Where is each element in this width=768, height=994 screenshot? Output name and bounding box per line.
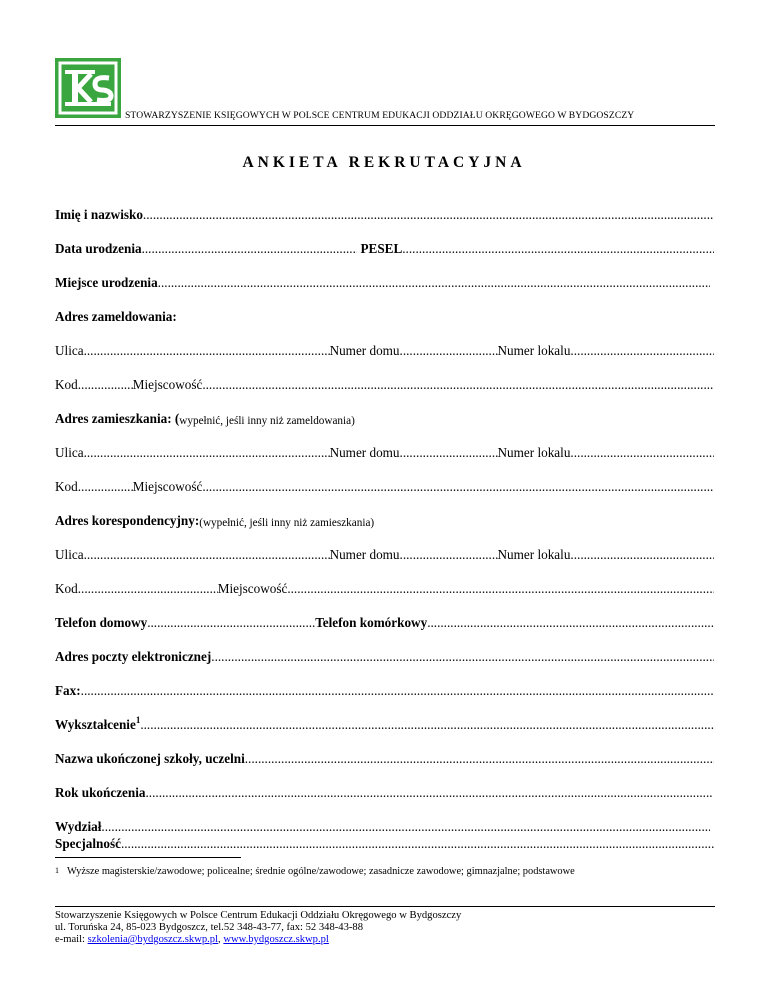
footnote-divider [55,857,241,858]
header-divider [55,125,715,126]
mobile-phone-field[interactable] [427,615,714,631]
house-label: Numer domu [329,547,400,562]
postcode-label: Kod [55,377,78,392]
correspondence-note: (wypełnić, jeśli inny niż zamieszkania) [199,517,375,529]
postcode-field[interactable] [78,581,218,597]
house-field[interactable] [400,343,498,359]
city-label: Miejscowość [132,479,203,494]
website-link[interactable]: www.bydgoszcz.skwp.pl [223,934,329,945]
email-prefix: e-mail: [55,934,88,945]
house-field[interactable] [400,445,498,461]
specialization-label: Specjalność [55,836,121,851]
email-label: Adres poczty elektronicznej [55,649,212,664]
house-label: Numer domu [329,343,400,358]
residence-heading: Adres zamieszkania: ( [55,411,180,426]
pesel-field[interactable] [402,241,714,257]
city-field[interactable] [202,479,714,495]
house-field[interactable] [400,547,498,563]
specialization-row[interactable] [55,834,714,852]
street-label: Ulica [55,445,84,460]
registered-street-row[interactable] [55,341,714,359]
correspondence-city-row[interactable] [55,579,714,597]
street-field[interactable] [84,445,330,461]
postcode-label: Kod [55,479,78,494]
residence-heading-row [55,409,714,427]
correspondence-street-row[interactable] [55,545,714,563]
education-row[interactable] [55,715,714,733]
city-field[interactable] [202,377,714,393]
footnote-text: Wyższe magisterskie/zawodowe; policealne; średnie ogólne/zawodowe; zasadnicze zawodowe; gimnazjalne; podstawowe [67,866,575,877]
graduation-year-row[interactable] [55,783,712,801]
postcode-field[interactable] [78,479,133,495]
city-label: Miejscowość [217,581,288,596]
fax-label: Fax: [55,683,81,698]
city-field[interactable] [287,581,714,597]
footnote-mark: 1 [55,866,59,875]
footer-line-2: ul. Toruńska 24, 85-023 Bydgoszcz, tel.52 348-43-77, fax: 52 348-43-88 [55,922,363,933]
birth-date-row[interactable] [55,239,714,257]
education-footnote-mark: 1 [135,715,141,725]
birth-place-label: Miejsce urodzenia [55,275,158,290]
specialization-field[interactable] [121,836,714,852]
flat-label: Numer lokalu [497,547,571,562]
footer-divider [55,906,715,907]
name-row[interactable] [55,205,714,223]
email-link[interactable]: szkolenia@bydgoszcz.skwp.pl [87,934,219,945]
skwp-logo [55,58,121,118]
name-label: Imię i nazwisko [55,207,143,222]
footer-line-1: Stowarzyszenie Księgowych w Polsce Centrum Edukacji Oddziału Okręgowego w Bydgoszczy [55,910,462,921]
postcode-field[interactable] [78,377,133,393]
email-row[interactable] [55,647,714,665]
faculty-label: Wydział [55,819,102,834]
birth-date-field[interactable] [142,241,357,257]
home-phone-label: Telefon domowy [55,615,148,630]
faculty-row[interactable] [55,817,710,835]
email-field[interactable] [211,649,714,665]
mobile-phone-label: Telefon komórkowy [315,615,428,630]
school-row[interactable] [55,749,714,767]
graduation-year-field[interactable] [146,785,713,801]
birth-place-row[interactable] [55,273,710,291]
correspondence-heading: Adres korespondencyjny: [55,513,200,528]
house-label: Numer domu [329,445,400,460]
footer-contact [55,934,329,945]
residence-city-row[interactable] [55,477,714,495]
city-label: Miejscowość [132,377,203,392]
organization-name: STOWARZYSZENIE KSIĘGOWYCH W POLSCE CENTRUM EDUKACJI ODDZIAŁU OKRĘGOWEGO W BYDGOSZCZY [125,110,635,121]
name-field[interactable] [143,207,714,223]
registered-city-row[interactable] [55,375,714,393]
correspondence-heading-row [55,511,714,529]
flat-label: Numer lokalu [497,445,571,460]
birth-place-field[interactable] [158,275,710,291]
fax-field[interactable] [81,683,714,699]
flat-field[interactable] [570,343,714,359]
birth-date-label: Data urodzenia [55,241,142,256]
education-field[interactable] [140,717,714,733]
residence-street-row[interactable] [55,443,714,461]
home-phone-field[interactable] [147,615,315,631]
residence-note: wypełnić, jeśli inny niż zameldowania) [179,415,355,427]
faculty-field[interactable] [101,819,710,835]
footnote [55,866,575,877]
school-label: Nazwa ukończonej szkoły, uczelni [55,751,245,766]
school-field[interactable] [245,751,714,767]
education-label: Wykształcenie [55,717,136,732]
page-title: ANKIETA REKRUTACYJNA [242,154,526,171]
fax-row[interactable] [55,681,714,699]
street-label: Ulica [55,547,84,562]
flat-field[interactable] [570,445,714,461]
flat-label: Numer lokalu [497,343,571,358]
registered-address-heading: Adres zameldowania: [55,309,177,324]
postcode-label: Kod [55,581,78,596]
registered-address-heading-row [55,307,714,325]
link-separator: , [218,934,224,945]
street-field[interactable] [84,547,330,563]
pesel-label: PESEL [360,241,403,256]
graduation-year-label: Rok ukończenia [55,785,146,800]
phone-row[interactable] [55,613,714,631]
street-field[interactable] [84,343,330,359]
flat-field[interactable] [570,547,714,563]
street-label: Ulica [55,343,84,358]
